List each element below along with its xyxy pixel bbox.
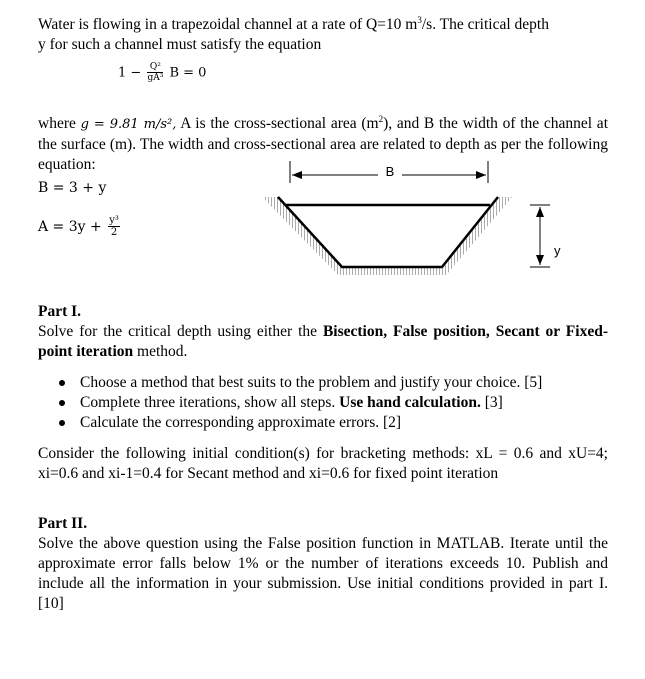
depth-arrow-bottom [536, 255, 544, 265]
part1-instructions [38, 322, 608, 362]
where-word: where [38, 115, 76, 133]
depth-label: y [554, 243, 561, 258]
width-label: B [385, 164, 395, 179]
depth-arrow-top [536, 207, 544, 217]
eq3-lhs: A = 3y + [38, 219, 102, 235]
left-bank-hatch [262, 197, 342, 275]
part1-heading: Part I. [38, 303, 82, 320]
part1-methods: Bisection, False position, Secant or Fixed-point iteration [38, 323, 608, 360]
list-item [38, 373, 618, 393]
part1-section [38, 302, 608, 362]
trapezoid-channel-diagram [250, 155, 570, 280]
bullet-text-end: [3] [480, 394, 503, 411]
where-text-cont: ), and B the width of the channel at the surface (m). The width and cross-sectional area are related to depth as per the following equation: [38, 115, 608, 174]
eq1-denominator: gA³ [147, 73, 164, 83]
list-item [38, 413, 618, 433]
area-equation [38, 216, 122, 238]
part2-section [38, 514, 608, 614]
intro-text: Water is flowing in a trapezoidal channel at a rate of Q=10 m [38, 16, 418, 34]
eq3-numerator: y³ [109, 215, 119, 226]
bullet-bold-text: Use hand calculation. [339, 394, 481, 411]
initial-conditions-paragraph: Consider the following initial condition(s) for bracketing methods: xL = 0.6 and xU=4; xi=0.6 and xi-1=0.4 for Secant method and xi=0.6 for fixed point iteration [38, 445, 608, 482]
width-arrow-right [476, 171, 486, 179]
intro-paragraph [38, 10, 608, 55]
part1-bullet-list [38, 373, 618, 433]
bullet-text: Choose a method that best suits to the problem and justify your choice. [5] [80, 374, 543, 391]
part1-text: Solve for the critical depth using either the [38, 323, 323, 340]
right-bank-hatch [442, 197, 512, 275]
critical-depth-equation [118, 62, 206, 84]
intro-text-cont: /s. The critical depth [421, 16, 549, 34]
part2-text: Solve the above question using the False position function in MATLAB. Iterate until the approximate error falls below 1% or the number of iterations exceeds 10. Publish and include all the information in your submission. Use initial conditions provided in part I. [10] [38, 535, 608, 612]
eq3-fraction [108, 216, 120, 238]
eq1-numerator: Q² [147, 62, 163, 73]
eq1-lhs: 1 − [118, 65, 142, 81]
part1-text-end: method. [133, 343, 188, 360]
eq1-rhs: B = 0 [169, 65, 207, 81]
where-text: A is the cross-sectional area (m [176, 115, 379, 133]
channel-outline [278, 197, 498, 267]
part2-heading: Part II. [38, 515, 88, 532]
width-arrow-left [292, 171, 302, 179]
bullet-text: Calculate the corresponding approximate errors. [2] [80, 414, 402, 431]
list-item [38, 393, 618, 413]
eq3-denominator: 2 [110, 227, 118, 238]
intro-superscript: 3 [417, 15, 422, 25]
intro-line2: y for such a channel must satisfy the equation [38, 36, 322, 54]
width-equation: B = 3 + y [38, 180, 107, 196]
eq1-fraction [147, 62, 163, 84]
where-superscript: 2 [378, 114, 384, 124]
bullet-text: Complete three iterations, show all steps. [80, 394, 340, 411]
gravity-expression: g = 9.81 m/s², [80, 117, 177, 133]
